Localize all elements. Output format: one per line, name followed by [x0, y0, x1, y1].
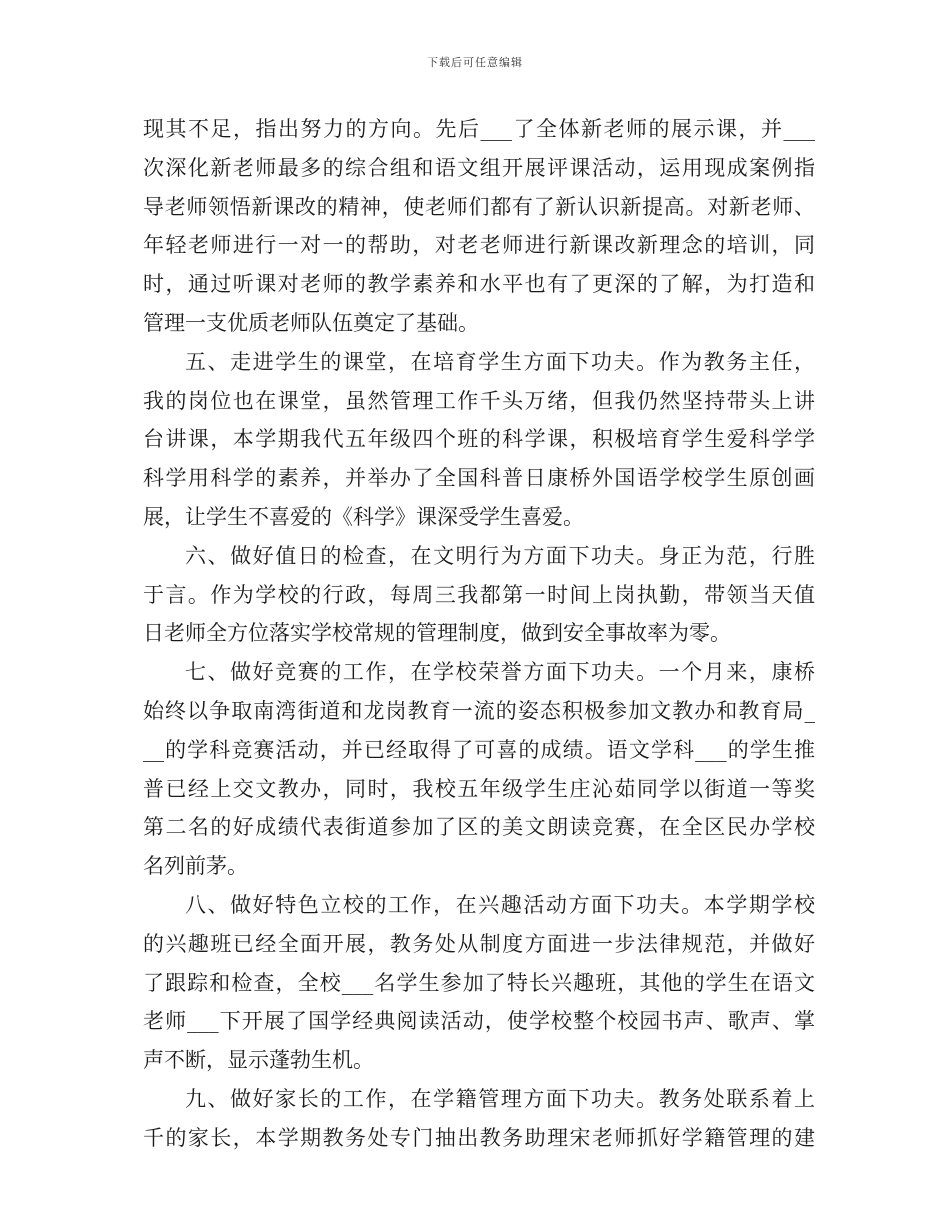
text-line: 时，通过听课对老师的教学素养和水平也有了更深的了解，为打造和: [143, 272, 815, 297]
text-line: 管理一支优质老师队伍奠定了基础。: [143, 310, 479, 335]
document-body: [143, 110, 815, 1158]
text-line: 于言。作为学校的行政，每周三我都第一时间上岗执勤，带领当天值: [143, 582, 815, 607]
paragraph-7-heading-line: 七、做好竞赛的工作，在学校荣誉方面下功夫。一个月来，康桥: [185, 660, 815, 685]
text-line: 老师___下开展了国学经典阅读活动，使学校整个校园书声、歌声、掌: [143, 1009, 815, 1034]
text-line: 年轻老师进行一对一的帮助，对老老师进行新课改新理念的培训，同: [143, 233, 815, 258]
text-line: 展，让学生不喜爱的《科学》课深受学生喜爱。: [143, 504, 584, 529]
text-line: 现其不足，指出努力的方向。先后___了全体新老师的展示课，并___: [143, 117, 815, 141]
text-line: 我的岗位也在课堂，虽然管理工作千头万绪，但我仍然坚持带头上讲: [143, 388, 815, 413]
paragraph-8-heading-line: 八、做好特色立校的工作，在兴趣活动方面下功夫。本学期学校: [185, 892, 815, 917]
page-header: 下载后可任意编辑: [427, 56, 523, 69]
text-line: 日老师全方位落实学校常规的管理制度，做到安全事故率为零。: [143, 621, 731, 646]
text-line: 了跟踪和检查，全校___名学生参加了特长兴趣班，其他的学生在语文: [143, 970, 815, 995]
paragraph-6-heading-line: 六、做好值日的检查，在文明行为方面下功夫。身正为范，行胜: [185, 543, 815, 568]
paragraph-9-heading-line: 九、做好家长的工作，在学籍管理方面下功夫。教务处联系着上: [185, 1086, 815, 1111]
text-line: 的兴趣班已经全面开展，教务处从制度方面进一步法律规范，并做好: [143, 931, 815, 956]
text-line: 次深化新老师最多的综合组和语文组开展评课活动，运用现成案例指: [143, 155, 815, 180]
text-line: 第二名的好成绩代表街道参加了区的美文朗读竞赛，在全区民办学校: [143, 815, 815, 840]
paragraph-5-heading-line: 五、走进学生的课堂，在培育学生方面下功夫。作为教务主任，: [185, 349, 815, 374]
text-line: __的学科竞赛活动，并已经取得了可喜的成绩。语文学科___的学生推: [143, 737, 815, 762]
text-line: 千的家长，本学期教务处专门抽出教务助理宋老师抓好学籍管理的建: [143, 1125, 815, 1150]
text-line: 台讲课，本学期我代五年级四个班的科学课，积极培育学生爱科学学: [143, 427, 815, 452]
text-line: 始终以争取南湾街道和龙岗教育一流的姿态积极参加文教办和教育局_: [143, 698, 815, 723]
text-line: 名列前茅。: [143, 854, 248, 879]
text-line: 科学用科学的素养，并举办了全国科普日康桥外国语学校学生原创画: [143, 466, 815, 491]
text-line: 声不断，显示蓬勃生机。: [143, 1048, 374, 1073]
text-line: 普已经上交文教办，同时，我校五年级学生庄沁茹同学以街道一等奖: [143, 776, 815, 801]
text-line: 导老师领悟新课改的精神，使老师们都有了新认识新提高。对新老师、: [143, 194, 815, 219]
